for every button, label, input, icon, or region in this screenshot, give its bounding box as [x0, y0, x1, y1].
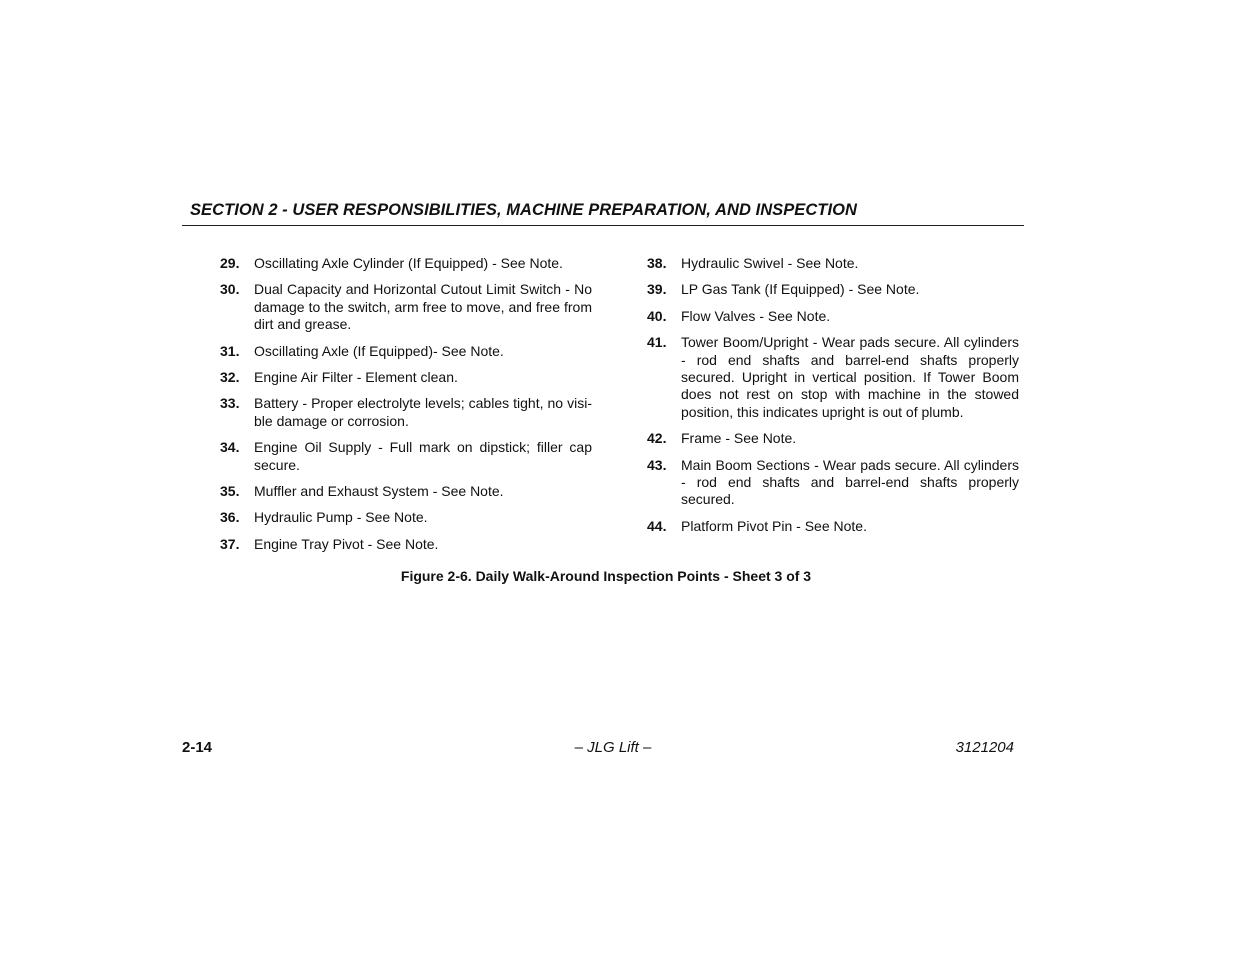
item-text: Oscillating Axle Cylinder (If Equipped) - See Note. [254, 255, 563, 271]
item-number: 41. [647, 334, 667, 351]
item-number: 44. [647, 517, 667, 534]
item-text: Engine Oil Supply - Full mark on dipstick; filler cap secure. [254, 439, 592, 473]
item-text: Hydraulic Pump - See Note. [254, 509, 428, 526]
item-text: Muffler and Exhaust System - See Note. [254, 483, 504, 500]
item-number: 42. [647, 430, 667, 447]
list-item [220, 395, 592, 430]
list-item [647, 518, 1019, 535]
item-number: 31. [220, 342, 240, 359]
figure-caption: Figure 2-6. Daily Walk-Around Inspection Points - Sheet 3 of 3 [400, 568, 812, 584]
item-text: Engine Tray Pivot - See Note. [254, 535, 439, 552]
item-number: 37. [220, 535, 240, 552]
item-number: 35. [220, 483, 240, 500]
item-text: Frame - See Note. [681, 430, 797, 447]
list-item [647, 308, 1019, 325]
item-number: 30. [220, 281, 240, 298]
list-item [647, 457, 1019, 509]
footer-brand: – JLG Lift – [574, 739, 652, 756]
item-number: 33. [220, 395, 240, 412]
list-item [647, 430, 1019, 447]
item-number: 38. [647, 255, 667, 271]
item-number: 32. [220, 369, 240, 386]
page-number: 2-14 [182, 739, 213, 756]
inspection-list-right [647, 255, 1019, 544]
item-text: Flow Valves - See Note. [681, 307, 831, 324]
list-item [220, 439, 592, 474]
list-item [647, 334, 1019, 421]
item-number: 40. [647, 307, 667, 324]
item-number: 39. [647, 281, 667, 298]
item-number: 43. [647, 456, 667, 473]
list-item [220, 483, 592, 500]
section-title: SECTION 2 - USER RESPONSIBILITIES, MACHINE PREPARATION, AND INSPECTION [182, 201, 1024, 226]
list-item [220, 369, 592, 386]
list-item [647, 255, 1019, 272]
list-item [220, 536, 592, 553]
item-number: 36. [220, 509, 240, 526]
item-number: 34. [220, 439, 240, 456]
item-text: Oscillating Axle (If Equipped)- See Note. [254, 342, 504, 359]
inspection-list-left [220, 255, 592, 562]
document-number: 3121204 [955, 739, 1014, 756]
list-item [220, 255, 592, 272]
list-item [647, 281, 1019, 298]
item-text: Battery - Proper electrolyte levels; cables tight, no visi-ble damage or corrosion. [254, 395, 592, 429]
list-item [220, 509, 592, 526]
item-number: 29. [220, 255, 240, 271]
item-text: Tower Boom/Upright - Wear pads secure. All cylinders - rod end shafts and barrel-end shafts properly secured. Upright in vertical position. If Tower Boom does not rest on stop with machine in the stowed position, this indicates upright is out of plumb. [681, 334, 1019, 420]
item-text: Engine Air Filter - Element clean. [254, 369, 458, 386]
list-item [220, 343, 592, 360]
item-text: Platform Pivot Pin - See Note. [681, 517, 867, 534]
item-text: LP Gas Tank (If Equipped) - See Note. [681, 281, 920, 298]
item-text: Hydraulic Swivel - See Note. [681, 255, 859, 271]
item-text: Dual Capacity and Horizontal Cutout Limit Switch - No damage to the switch, arm free to move, and free from dirt and grease. [254, 281, 592, 333]
item-text: Main Boom Sections - Wear pads secure. All cylinders - rod end shafts and barrel-end shafts properly secured. [681, 456, 1019, 508]
list-item [220, 281, 592, 333]
